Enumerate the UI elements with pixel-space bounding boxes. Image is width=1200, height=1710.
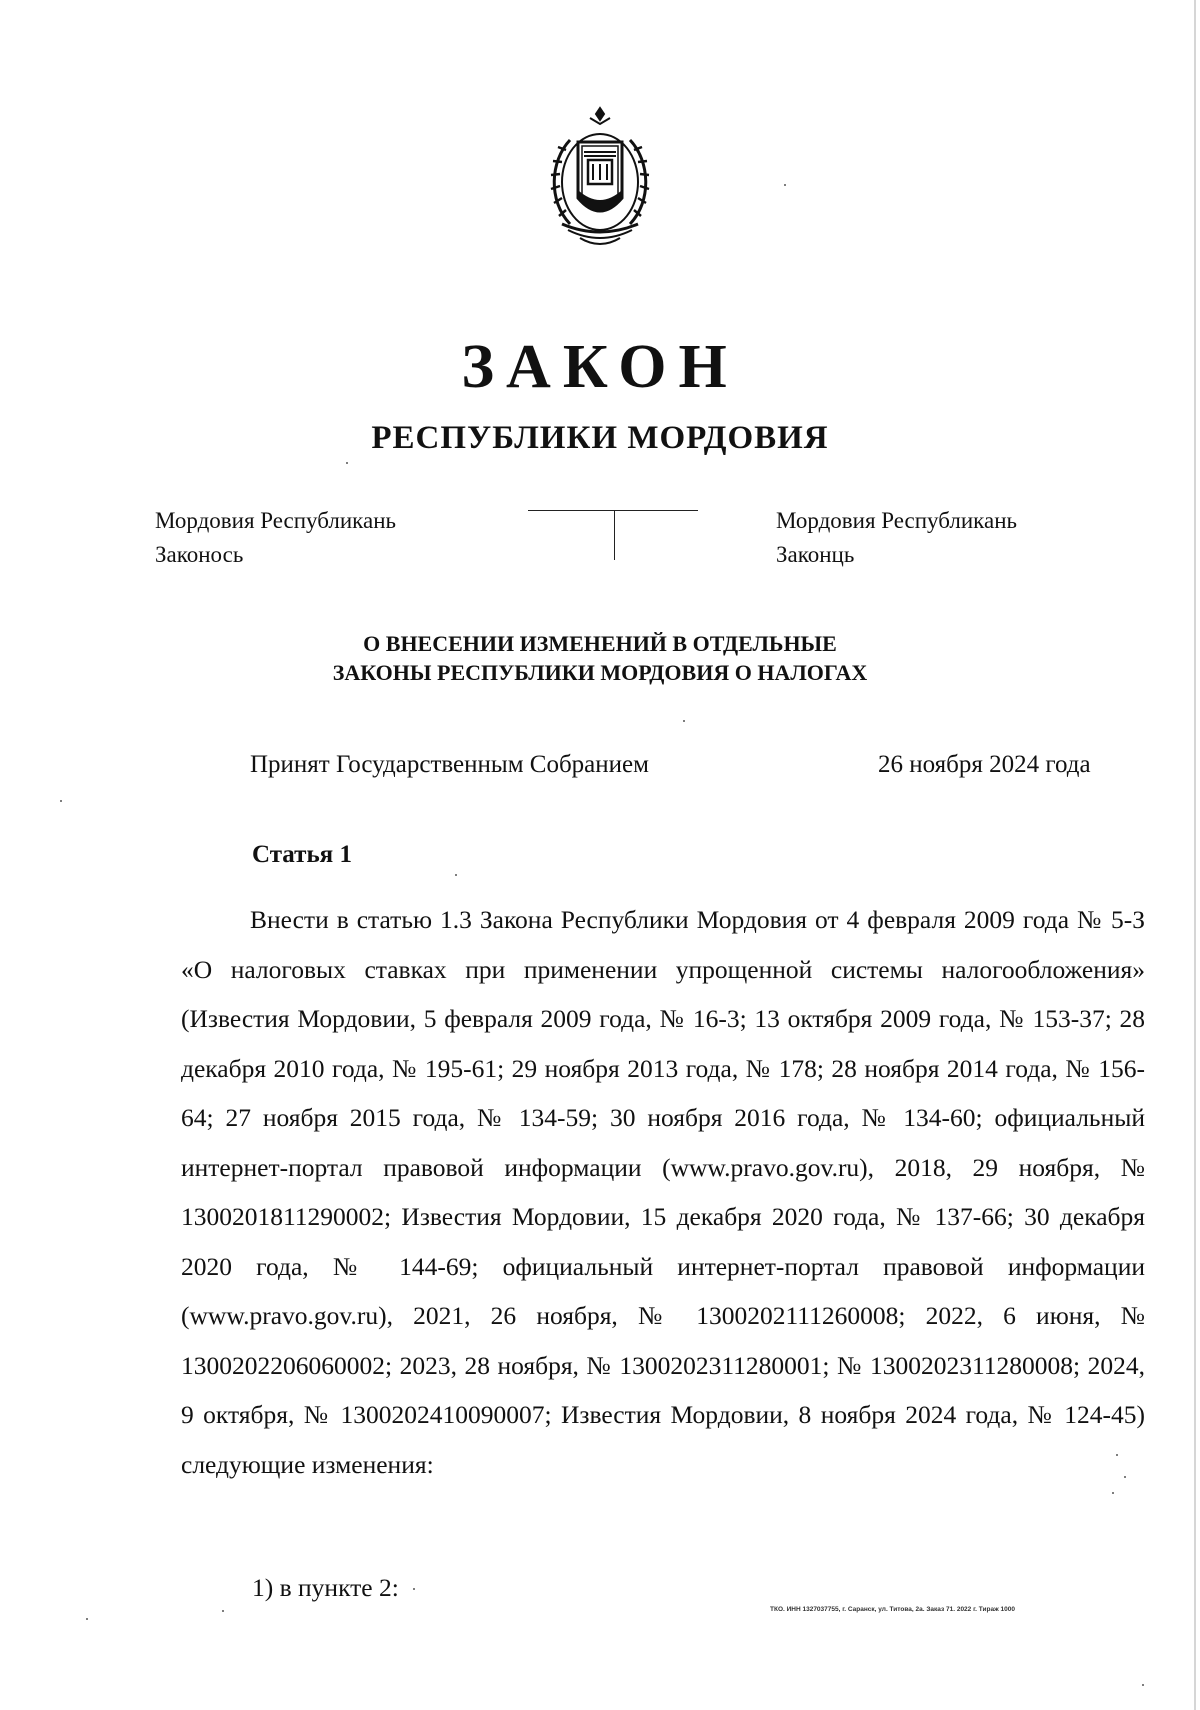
coat-of-arms-icon [540, 106, 660, 252]
header-right-line-1: Мордовия Республикань [776, 508, 1018, 533]
printer-imprint: ТКО. ИНН 1327037755, г. Саранск, ул. Титова, 2а. Заказ 71. 2022 г. Тираж 1000 [770, 1606, 1015, 1613]
header-left-line-2: Законось [155, 542, 244, 567]
scan-speck [222, 1610, 224, 1612]
header-left-line-1: Мордовия Республикань [155, 508, 397, 533]
scan-speck [1142, 1684, 1144, 1686]
scan-speck [1116, 1454, 1118, 1456]
scan-speck [455, 874, 457, 876]
scan-speck [1124, 1476, 1126, 1478]
scan-speck [60, 800, 62, 802]
law-title [0, 629, 1200, 687]
list-item-1: 1) в пункте 2: [252, 1573, 399, 1602]
number-field-line [528, 510, 698, 511]
scan-speck [784, 184, 786, 186]
header-left-block [155, 504, 396, 572]
page-edge [1194, 0, 1196, 1710]
header-right-line-2: Законць [776, 542, 855, 567]
adopted-by: Принят Государственным Собранием [250, 751, 649, 778]
article-heading: Статья 1 [252, 841, 352, 868]
scan-speck [1112, 1492, 1114, 1494]
article-body: Внести в статью 1.3 Закона Республики Мордовия от 4 февраля 2009 года № 5-З «О налоговых ставках при применении упрощенной системы налогообложения» (Известия Мордовии, 5 февраля 2009 года, № 16-3; 13 октября 2009 года, № 153-37; 28 декабря 2010 года, № 195-61; 29 ноября 2013 года, № 178; 28 ноября 2014 года, № 156-64; 27 ноября 2015 года, № 134-59; 30 ноября 2016 года, № 134-60; официальный интернет-портал правовой информации (www.pravo.gov.ru), 2018, 29 ноября, № 1300201811290002; Известия Мордовии, 15 декабря 2020 года, № 137-66; 30 декабря 2020 года, № 144-69; официальный интернет-портал правовой информации (www.pravo.gov.ru), 2021, 26 ноября, № 1300202111260008; 2022, 6 июня, № 1300202206060002; 2023, 28 ноября, № 1300202311280001; № 1300202311280008; 2024, 9 октября, № 1300202410090007; Известия Мордовии, 8 ноября 2024 года, № 124-45) следующие изменения: [181, 905, 1145, 1479]
document-subtitle: РЕСПУБЛИКИ МОРДОВИЯ [371, 420, 829, 456]
adoption-date: 26 ноября 2024 года [878, 751, 1091, 778]
scan-speck [86, 1618, 88, 1620]
scan-speck [683, 720, 685, 722]
number-field-divider [614, 510, 615, 560]
header-right-block [776, 504, 1017, 572]
scan-speck [346, 462, 348, 464]
scan-speck [413, 1588, 415, 1590]
law-title-line-2: ЗАКОНЫ РЕСПУБЛИКИ МОРДОВИЯ О НАЛОГАХ [332, 660, 868, 685]
law-title-line-1: О ВНЕСЕНИИ ИЗМЕНЕНИЙ В ОТДЕЛЬНЫЕ [363, 631, 837, 656]
document-title: ЗАКОН [461, 333, 739, 401]
